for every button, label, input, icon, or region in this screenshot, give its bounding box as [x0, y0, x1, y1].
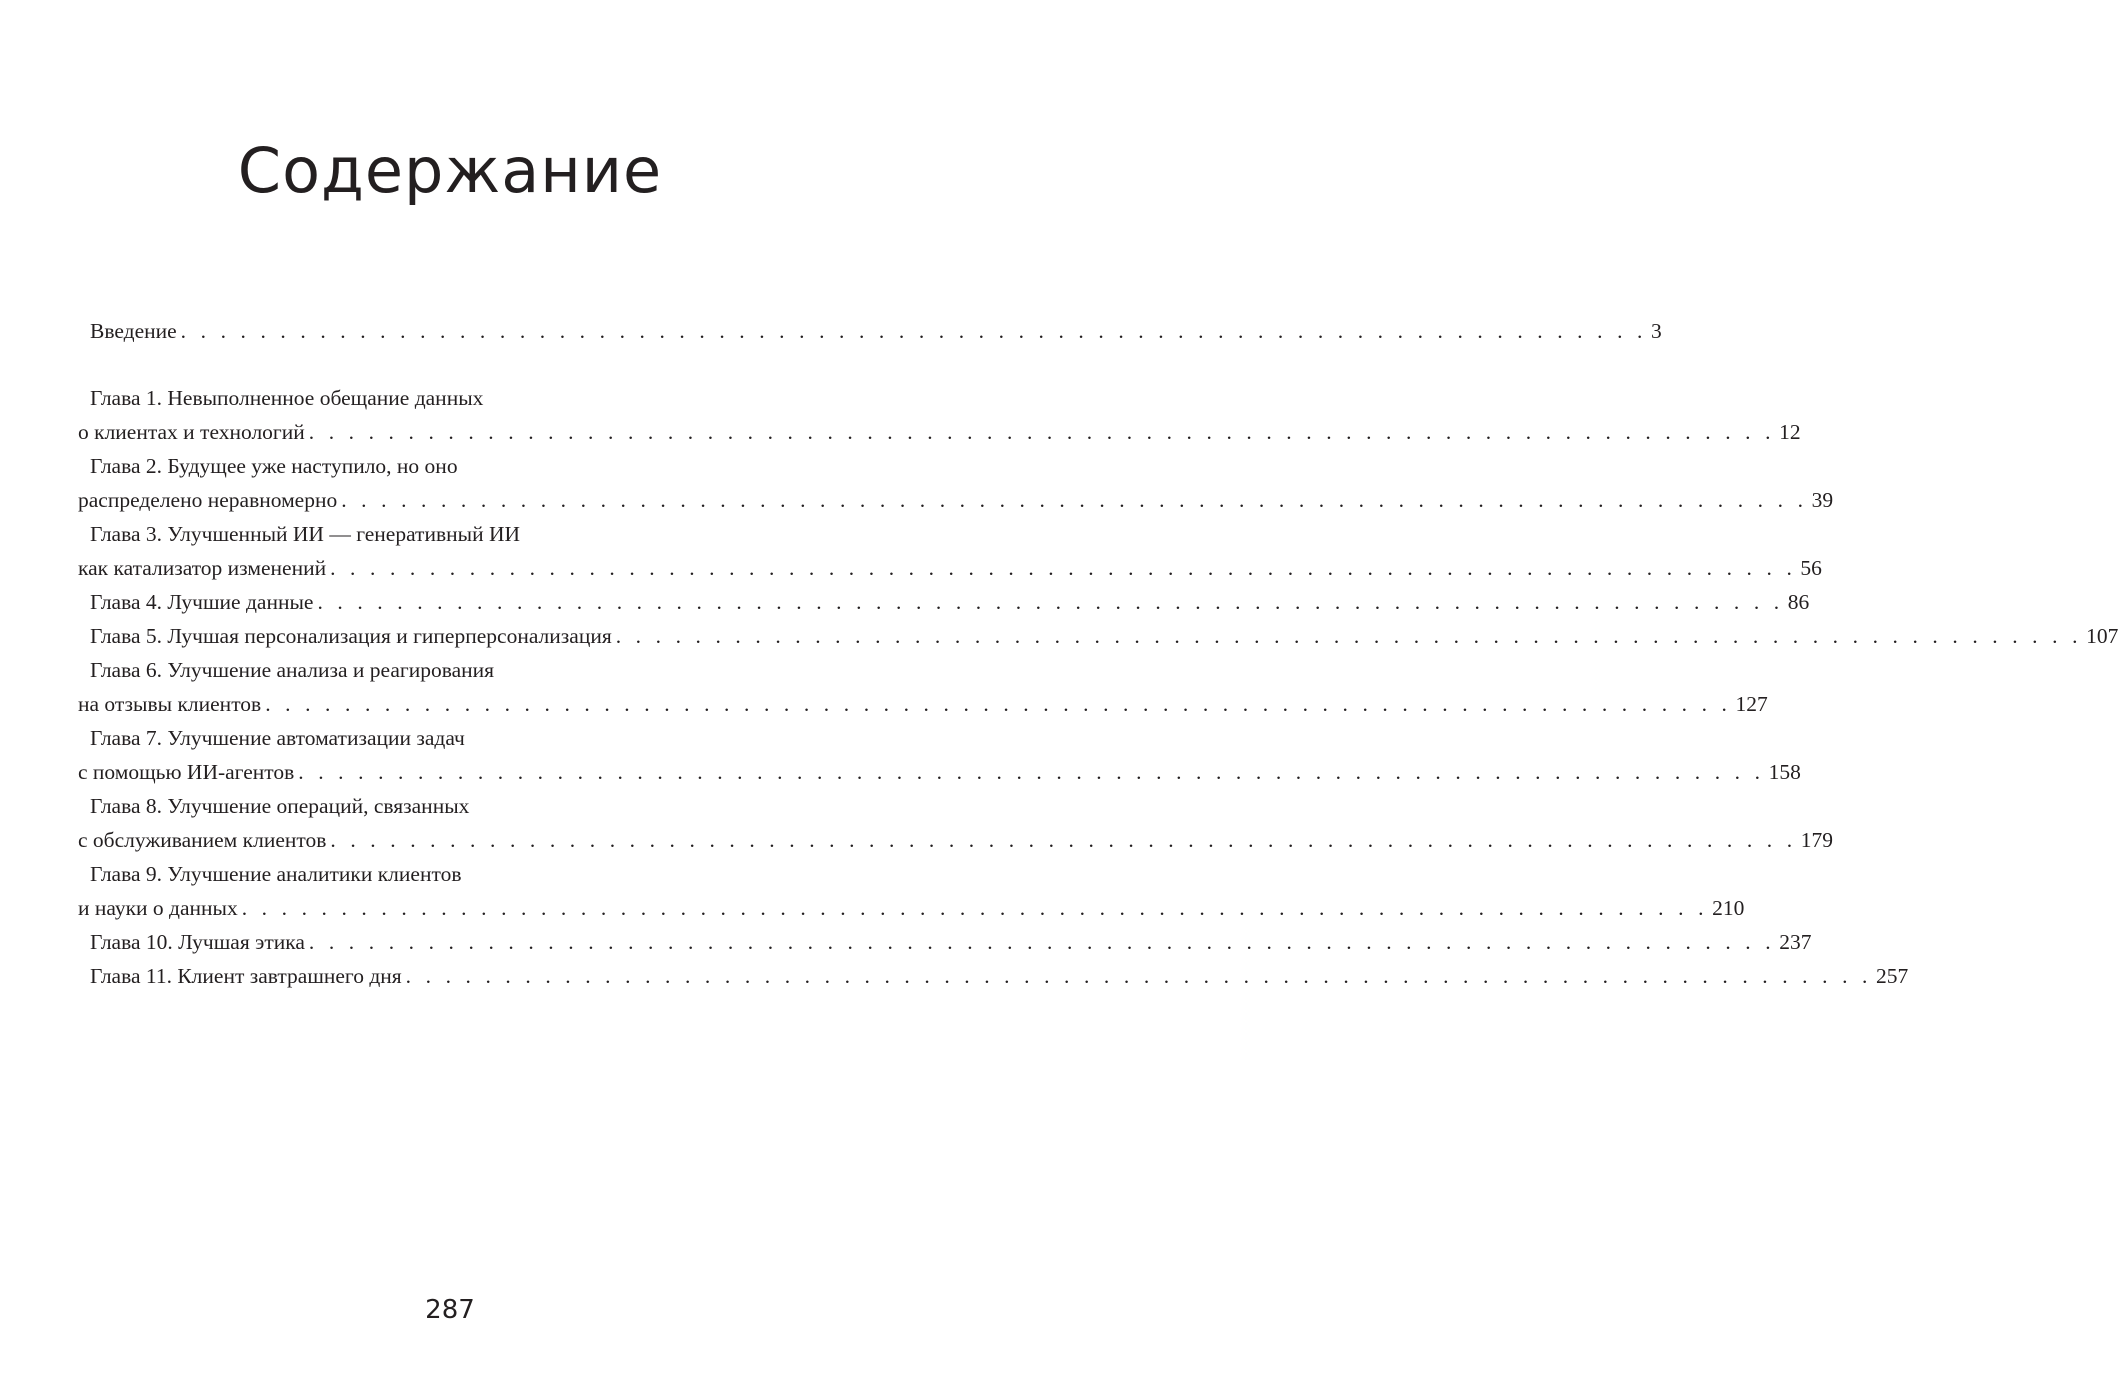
- toc-page-number: 3: [1651, 319, 1662, 343]
- toc-page-number: 158: [1768, 760, 1801, 784]
- toc-entry-title: Глава 11. Клиент завтрашнего дня: [90, 964, 402, 988]
- dot-leader: . . . . . . . . . . . . . . . . . . . . . . . . . . . . . . . . . . . . . . . . . . . . . . . . . . . . . . . . . . . . . . . . . . . . . . . . . .: [615, 624, 2083, 648]
- dot-leader: . . . . . . . . . . . . . . . . . . . . . . . . . . . . . . . . . . . . . . . . . . . . . . . . . . . . . . . . . . . . . . . . . . . . . . . . . .: [405, 964, 1872, 988]
- dot-leader: . . . . . . . . . . . . . . . . . . . . . . . . . . . . . . . . . . . . . . . . . . . . . . . . . . . . . . . . . . . . . . . . . . . . . . . . . .: [308, 930, 1776, 954]
- toc-entry-chapter-5: [78, 619, 2118, 653]
- toc-page-number: 12: [1779, 420, 1801, 444]
- toc-entry-title-line1: Глава 3. Улучшенный ИИ — генеративный ИИ: [90, 522, 520, 546]
- toc-entry-intro: [78, 314, 1662, 348]
- dot-leader: . . . . . . . . . . . . . . . . . . . . . . . . . . . . . . . . . . . . . . . . . . . . . . . . . . . . . . . . . . . . . . . . . . . . . . . . . .: [241, 896, 1709, 920]
- toc-entry-chapter-11: [78, 959, 1909, 993]
- dot-leader: . . . . . . . . . . . . . . . . . . . . . . . . . . . . . . . . . . . . . . . . . . . . . . . . . . . . . . . . . . . . . . . . . . . . . . . . . .: [330, 556, 1797, 580]
- dot-leader: . . . . . . . . . . . . . . . . . . . . . . . . . . . . . . . . . . . . . . . . . . . . . . . . . . . . . . . . . . . . . . . . . . . . . . . . . .: [330, 828, 1797, 852]
- toc-entry-title-line1: Глава 1. Невыполненное обещание данных: [90, 386, 484, 410]
- toc-entry-title-line1: Глава 9. Улучшение аналитики клиентов: [90, 862, 462, 886]
- dot-leader: . . . . . . . . . . . . . . . . . . . . . . . . . . . . . . . . . . . . . . . . . . . . . . . . . . . . . . . . . . . . . . . . . . . . . . . . . .: [308, 420, 1776, 444]
- toc-page-number: 39: [1811, 488, 1834, 512]
- dot-leader: . . . . . . . . . . . . . . . . . . . . . . . . . . . . . . . . . . . . . . . . . . . . . . . . . . . . . . . . . . . . . . . . . . . . . . . . . .: [180, 319, 1647, 343]
- page-number: 287: [425, 1295, 475, 1325]
- toc-page-number: 237: [1779, 930, 1812, 954]
- toc-entry-chapter-10: [78, 925, 1812, 959]
- toc-page-number: 257: [1876, 964, 1909, 988]
- toc-page-number: 210: [1712, 896, 1745, 920]
- toc-entry-title-line1: Глава 2. Будущее уже наступило, но оно: [90, 454, 458, 478]
- table-of-contents: [78, 314, 2118, 993]
- toc-page-number: 127: [1735, 692, 1768, 716]
- toc-entry-chapter-8: [78, 789, 1833, 857]
- dot-leader: . . . . . . . . . . . . . . . . . . . . . . . . . . . . . . . . . . . . . . . . . . . . . . . . . . . . . . . . . . . . . . . . . . . . . . . . . .: [341, 488, 1808, 512]
- toc-entry-title-line2: с обслуживанием клиентов: [78, 828, 327, 852]
- toc-entry-title-line2: о клиентах и технологий: [78, 420, 305, 444]
- toc-entry-title-line2: как катализатор изменений: [78, 556, 327, 580]
- toc-entry-chapter-3: [78, 517, 1822, 585]
- toc-entry-title-line1: Глава 6. Улучшение анализа и реагирования: [90, 658, 495, 682]
- toc-entry-chapter-9: [78, 857, 1745, 925]
- toc-entry-title-line2: и науки о данных: [78, 896, 238, 920]
- toc-page-number: 107: [2086, 624, 2118, 648]
- dot-leader: . . . . . . . . . . . . . . . . . . . . . . . . . . . . . . . . . . . . . . . . . . . . . . . . . . . . . . . . . . . . . . . . . . . . . . . . . .: [317, 590, 1784, 614]
- toc-entry-title: Глава 4. Лучшие данные: [90, 590, 314, 614]
- toc-entry-title: Глава 10. Лучшая этика: [90, 930, 305, 954]
- toc-page-number: 56: [1800, 556, 1822, 580]
- toc-entry-title-line2: с помощью ИИ-агентов: [78, 760, 295, 784]
- toc-entry-chapter-1: [78, 381, 1801, 449]
- page-title: Содержание: [237, 134, 663, 207]
- toc-entry-title: Глава 5. Лучшая персонализация и гиперперсонализация: [90, 624, 612, 648]
- toc-entry-title-line2: распределено неравномерно: [78, 488, 338, 512]
- toc-entry-title-line1: Глава 7. Улучшение автоматизации задач: [90, 726, 465, 750]
- toc-entry-title: Введение: [90, 319, 177, 343]
- dot-leader: . . . . . . . . . . . . . . . . . . . . . . . . . . . . . . . . . . . . . . . . . . . . . . . . . . . . . . . . . . . . . . . . . . . . . . . . . .: [265, 692, 1732, 716]
- toc-entry-title-line2: на отзывы клиентов: [78, 692, 262, 716]
- toc-entry-chapter-6: [78, 653, 1768, 721]
- toc-entry-chapter-4: [78, 585, 1810, 619]
- toc-entry-title-line1: Глава 8. Улучшение операций, связанных: [90, 794, 470, 818]
- toc-page-number: 86: [1787, 590, 1810, 614]
- toc-entry-chapter-2: [78, 449, 1834, 517]
- toc-page-number: 179: [1800, 828, 1833, 852]
- dot-leader: . . . . . . . . . . . . . . . . . . . . . . . . . . . . . . . . . . . . . . . . . . . . . . . . . . . . . . . . . . . . . . . . . . . . . . . . . .: [298, 760, 1765, 784]
- toc-entry-chapter-7: [78, 721, 1801, 789]
